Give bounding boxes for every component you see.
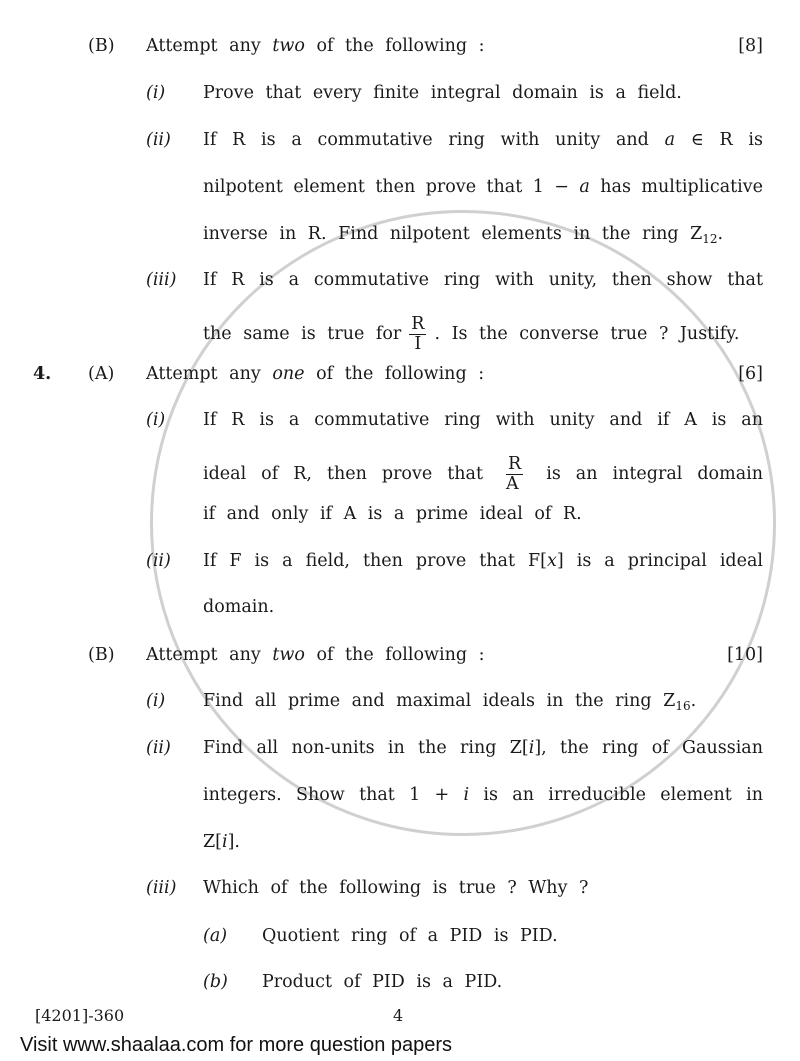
item-number: (i) bbox=[146, 83, 166, 103]
question-text: if and only if A is a prime ideal of R. bbox=[203, 504, 582, 524]
section-marks: [8] bbox=[738, 36, 763, 56]
section-label: (B) bbox=[88, 36, 115, 56]
question-text: ideal of R, then prove that $\frac{R}{A}$ is an integral domain bbox=[203, 454, 763, 494]
fraction: $\frac{R}{A}$ bbox=[506, 454, 522, 494]
item-number: (i) bbox=[146, 691, 166, 711]
sub-item-text: Quotient ring of a PID is PID. bbox=[262, 926, 558, 946]
section-marks: [10] bbox=[727, 645, 763, 665]
question-text: Find all prime and maximal ideals in the ring $Z_{16}$. bbox=[203, 691, 697, 713]
sub-item-text: Product of PID is a PID. bbox=[262, 972, 503, 992]
question-text: Find all non-units in the ring Z[i], the ring of Gaussian bbox=[203, 738, 763, 758]
question-text: If R is a commutative ring with unity and a ∈ R is bbox=[203, 130, 763, 150]
page-number: 4 bbox=[393, 1006, 404, 1025]
paper-code: [4201]-360 bbox=[35, 1006, 125, 1025]
item-number: (iii) bbox=[146, 878, 177, 898]
section-marks: [6] bbox=[738, 364, 763, 384]
item-number: (ii) bbox=[146, 551, 171, 571]
promo-link[interactable]: Visit www.shaalaa.com for more question papers bbox=[20, 1034, 453, 1056]
question-number: 4. bbox=[33, 364, 52, 384]
question-text: If F is a field, then prove that F[x] is a principal ideal bbox=[203, 551, 764, 571]
section-label: (B) bbox=[88, 645, 115, 665]
item-number: (i) bbox=[146, 410, 166, 430]
section-label: (A) bbox=[88, 364, 115, 384]
fraction: $\frac{R}{I}$ bbox=[411, 314, 425, 354]
section-instruction: Attempt any one of the following : bbox=[146, 364, 485, 384]
question-text: nilpotent element then prove that 1 − a has multiplicative bbox=[203, 177, 763, 197]
question-text: If R is a commutative ring with unity, then show that bbox=[203, 270, 763, 290]
question-text: Which of the following is true ? Why ? bbox=[203, 878, 589, 898]
item-number: (iii) bbox=[146, 270, 177, 290]
sub-item-number: (a) bbox=[203, 926, 228, 946]
item-number: (ii) bbox=[146, 738, 171, 758]
question-text: Z[i]. bbox=[203, 832, 240, 852]
section-instruction: Attempt any two of the following : bbox=[146, 36, 485, 56]
question-text: domain. bbox=[203, 597, 275, 617]
item-number: (ii) bbox=[146, 130, 171, 150]
sub-item-number: (b) bbox=[203, 972, 228, 992]
question-text: integers. Show that 1 + i is an irreducible element in bbox=[203, 785, 763, 805]
question-text: If R is a commutative ring with unity and if A is an bbox=[203, 410, 763, 430]
section-instruction: Attempt any two of the following : bbox=[146, 645, 485, 665]
question-text: inverse in R. Find nilpotent elements in the ring $Z_{12}$. bbox=[203, 224, 724, 246]
question-text: Prove that every finite integral domain is a field. bbox=[203, 83, 682, 103]
question-text: the same is true for $\frac{R}{I}$ . Is the converse true ? Justify. bbox=[203, 314, 740, 354]
